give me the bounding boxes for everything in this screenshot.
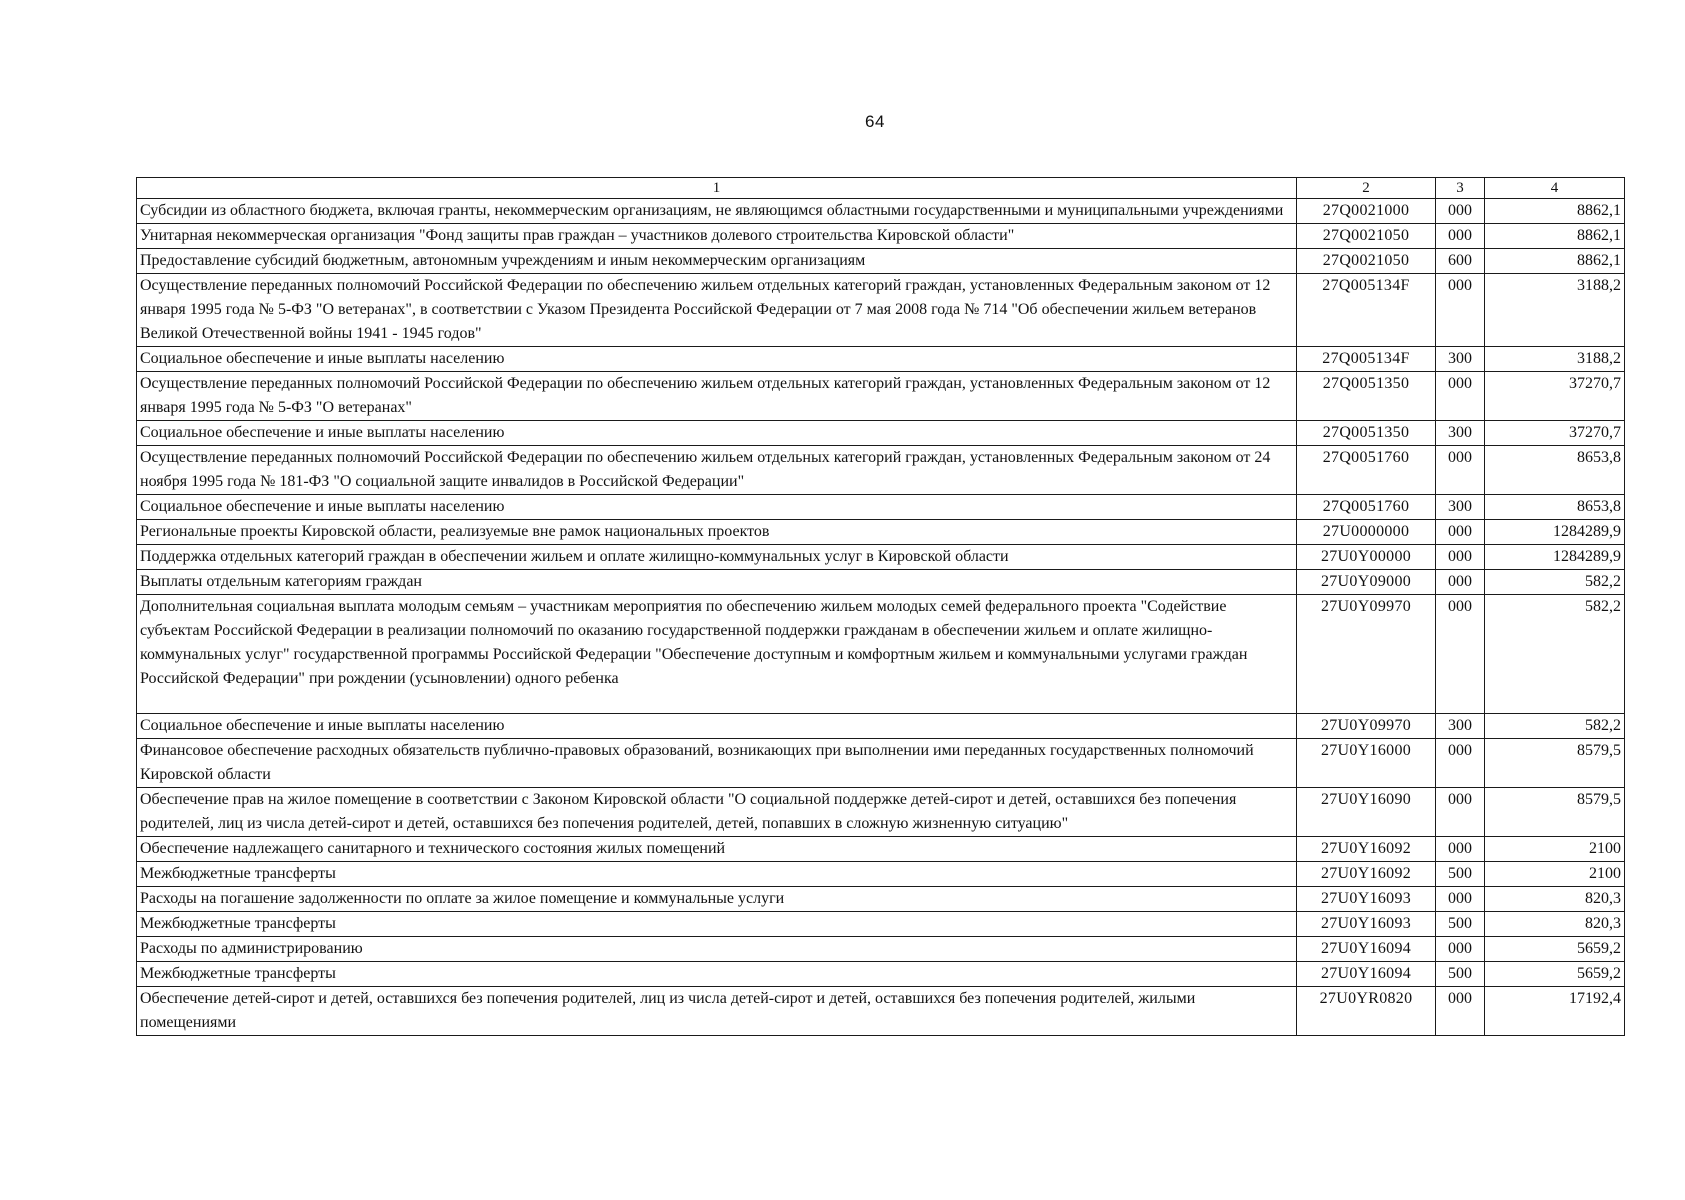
expense-name: Субсидии из областного бюджета, включая гранты, некоммерческим организациям, не являющимся областными государственными и муниципальными учреждениями [137, 199, 1297, 224]
expense-name: Межбюджетные трансферты [137, 962, 1297, 987]
target-code: 27Q0051350 [1297, 372, 1436, 421]
expense-name: Обеспечение детей-сирот и детей, оставшихся без попечения родителей, лиц из числа детей-сирот и детей, оставшихся без попечения родителей, жилыми помещениями [137, 987, 1297, 1036]
expense-name: Поддержка отдельных категорий граждан в обеспечении жильем и оплате жилищно-коммунальных услуг в Кировской области [137, 545, 1297, 570]
table-row [137, 545, 1625, 570]
expense-type: 000 [1436, 987, 1485, 1036]
expense-type: 000 [1436, 937, 1485, 962]
expense-type: 600 [1436, 249, 1485, 274]
amount: 8579,5 [1485, 788, 1625, 837]
amount: 3188,2 [1485, 274, 1625, 347]
table-row [137, 862, 1625, 887]
amount: 1284289,9 [1485, 545, 1625, 570]
amount: 5659,2 [1485, 962, 1625, 987]
target-code: 27Q0021050 [1297, 224, 1436, 249]
expense-type: 000 [1436, 274, 1485, 347]
table-row [137, 520, 1625, 545]
amount: 8862,1 [1485, 199, 1625, 224]
expense-name: Расходы по администрированию [137, 937, 1297, 962]
expense-type: 300 [1436, 347, 1485, 372]
target-code: 27Q005134F [1297, 274, 1436, 347]
table-row [137, 199, 1625, 224]
target-code: 27U0000000 [1297, 520, 1436, 545]
expense-name: Выплаты отдельным категориям граждан [137, 570, 1297, 595]
budget-table [136, 177, 1625, 1036]
table-row [137, 937, 1625, 962]
expense-name: Унитарная некоммерческая организация "Фонд защиты прав граждан – участников долевого строительства Кировской области" [137, 224, 1297, 249]
target-code: 27U0Y16000 [1297, 739, 1436, 788]
amount: 8862,1 [1485, 224, 1625, 249]
expense-type: 000 [1436, 224, 1485, 249]
column-header-2: 2 [1297, 178, 1436, 199]
expense-name: Социальное обеспечение и иные выплаты населению [137, 421, 1297, 446]
table-row [137, 987, 1625, 1036]
expense-type: 300 [1436, 714, 1485, 739]
table-row [137, 421, 1625, 446]
page-number: 64 [865, 112, 885, 131]
expense-type: 000 [1436, 788, 1485, 837]
amount: 8579,5 [1485, 739, 1625, 788]
target-code: 27Q0021050 [1297, 249, 1436, 274]
target-code: 27Q0051760 [1297, 446, 1436, 495]
table-row [137, 224, 1625, 249]
table-row [137, 347, 1625, 372]
expense-name: Межбюджетные трансферты [137, 862, 1297, 887]
expense-name: Обеспечение прав на жилое помещение в соответствии с Законом Кировской области "О социальной поддержке детей-сирот и детей, оставшихся без попечения родителей, лиц из числа детей-сирот и детей, оставшихся без попечения родителей, детей, попавших в сложную жизненную ситуацию" [137, 788, 1297, 837]
expense-name: Осуществление переданных полномочий Российской Федерации по обеспечению жильем отдельных категорий граждан, установленных Федеральным законом от 12 января 1995 года № 5-ФЗ "О ветеранах", в соответствии с Указом Президента Российской Федерации от 7 мая 2008 года № 714 "Об обеспечении жильем ветеранов Великой Отечественной войны 1941 - 1945 годов" [137, 274, 1297, 347]
expense-type: 000 [1436, 570, 1485, 595]
table-row [137, 837, 1625, 862]
expense-type: 300 [1436, 495, 1485, 520]
amount: 582,2 [1485, 595, 1625, 714]
expense-name: Финансовое обеспечение расходных обязательств публично-правовых образований, возникающих при выполнении ими переданных государственных полномочий Кировской области [137, 739, 1297, 788]
target-code: 27U0Y16093 [1297, 887, 1436, 912]
expense-name: Осуществление переданных полномочий Российской Федерации по обеспечению жильем отдельных категорий граждан, установленных Федеральным законом от 24 ноября 1995 года № 181-ФЗ "О социальной защите инвалидов в Российской Федерации" [137, 446, 1297, 495]
table-row [137, 912, 1625, 937]
target-code: 27U0Y16092 [1297, 862, 1436, 887]
target-code: 27U0YR0820 [1297, 987, 1436, 1036]
expense-name: Предоставление субсидий бюджетным, автономным учреждениям и иным некоммерческим организациям [137, 249, 1297, 274]
amount: 5659,2 [1485, 937, 1625, 962]
target-code: 27U0Y16092 [1297, 837, 1436, 862]
expense-type: 500 [1436, 862, 1485, 887]
amount: 2100 [1485, 837, 1625, 862]
table-row [137, 249, 1625, 274]
target-code: 27U0Y16090 [1297, 788, 1436, 837]
expense-type: 000 [1436, 520, 1485, 545]
expense-type: 000 [1436, 837, 1485, 862]
expense-name: Расходы на погашение задолженности по оплате за жилое помещение и коммунальные услуги [137, 887, 1297, 912]
expense-type: 000 [1436, 199, 1485, 224]
target-code: 27Q0021000 [1297, 199, 1436, 224]
amount: 37270,7 [1485, 372, 1625, 421]
column-header-3: 3 [1436, 178, 1485, 199]
expense-name: Осуществление переданных полномочий Российской Федерации по обеспечению жильем отдельных категорий граждан, установленных Федеральным законом от 12 января 1995 года № 5-ФЗ "О ветеранах" [137, 372, 1297, 421]
expense-type: 500 [1436, 962, 1485, 987]
expense-type: 000 [1436, 595, 1485, 714]
expense-name: Обеспечение надлежащего санитарного и технического состояния жилых помещений [137, 837, 1297, 862]
table-row [137, 595, 1625, 714]
amount: 8862,1 [1485, 249, 1625, 274]
table-row [137, 887, 1625, 912]
table-row [137, 372, 1625, 421]
target-code: 27U0Y16094 [1297, 937, 1436, 962]
amount: 8653,8 [1485, 495, 1625, 520]
column-header-4: 4 [1485, 178, 1625, 199]
amount: 582,2 [1485, 714, 1625, 739]
table-header-row [137, 178, 1625, 199]
expense-type: 000 [1436, 739, 1485, 788]
amount: 820,3 [1485, 912, 1625, 937]
table-row [137, 446, 1625, 495]
expense-type: 500 [1436, 912, 1485, 937]
amount: 820,3 [1485, 887, 1625, 912]
expense-type: 300 [1436, 421, 1485, 446]
column-header-1: 1 [137, 178, 1297, 199]
expense-type: 000 [1436, 446, 1485, 495]
table-row [137, 274, 1625, 347]
expense-name: Социальное обеспечение и иные выплаты населению [137, 495, 1297, 520]
expense-name: Дополнительная социальная выплата молодым семьям – участникам мероприятия по обеспечению жильем молодых семей федерального проекта "Содействие субъектам Российской Федерации в реализации полномочий по оказанию государственной поддержки гражданам в обеспечении жильем и оплате жилищно-коммунальных услуг" государственной программы Российской Федерации "Обеспечение доступным и комфортным жильем и коммунальными услугами граждан Российской Федерации" при рождении (усыновлении) одного ребенка [137, 595, 1297, 714]
table-row [137, 714, 1625, 739]
amount: 17192,4 [1485, 987, 1625, 1036]
expense-type: 000 [1436, 545, 1485, 570]
expense-name: Социальное обеспечение и иные выплаты населению [137, 347, 1297, 372]
expense-type: 000 [1436, 372, 1485, 421]
table-row [137, 495, 1625, 520]
amount: 2100 [1485, 862, 1625, 887]
target-code: 27U0Y16093 [1297, 912, 1436, 937]
target-code: 27U0Y00000 [1297, 545, 1436, 570]
amount: 37270,7 [1485, 421, 1625, 446]
table-row [137, 788, 1625, 837]
target-code: 27U0Y09000 [1297, 570, 1436, 595]
target-code: 27U0Y16094 [1297, 962, 1436, 987]
table-row [137, 739, 1625, 788]
expense-name: Социальное обеспечение и иные выплаты населению [137, 714, 1297, 739]
target-code: 27Q0051350 [1297, 421, 1436, 446]
target-code: 27U0Y09970 [1297, 595, 1436, 714]
amount: 582,2 [1485, 570, 1625, 595]
amount: 1284289,9 [1485, 520, 1625, 545]
amount: 3188,2 [1485, 347, 1625, 372]
target-code: 27Q0051760 [1297, 495, 1436, 520]
expense-type: 000 [1436, 887, 1485, 912]
target-code: 27Q005134F [1297, 347, 1436, 372]
target-code: 27U0Y09970 [1297, 714, 1436, 739]
table-row [137, 962, 1625, 987]
expense-name: Межбюджетные трансферты [137, 912, 1297, 937]
table-row [137, 570, 1625, 595]
amount: 8653,8 [1485, 446, 1625, 495]
expense-name: Региональные проекты Кировской области, реализуемые вне рамок национальных проектов [137, 520, 1297, 545]
